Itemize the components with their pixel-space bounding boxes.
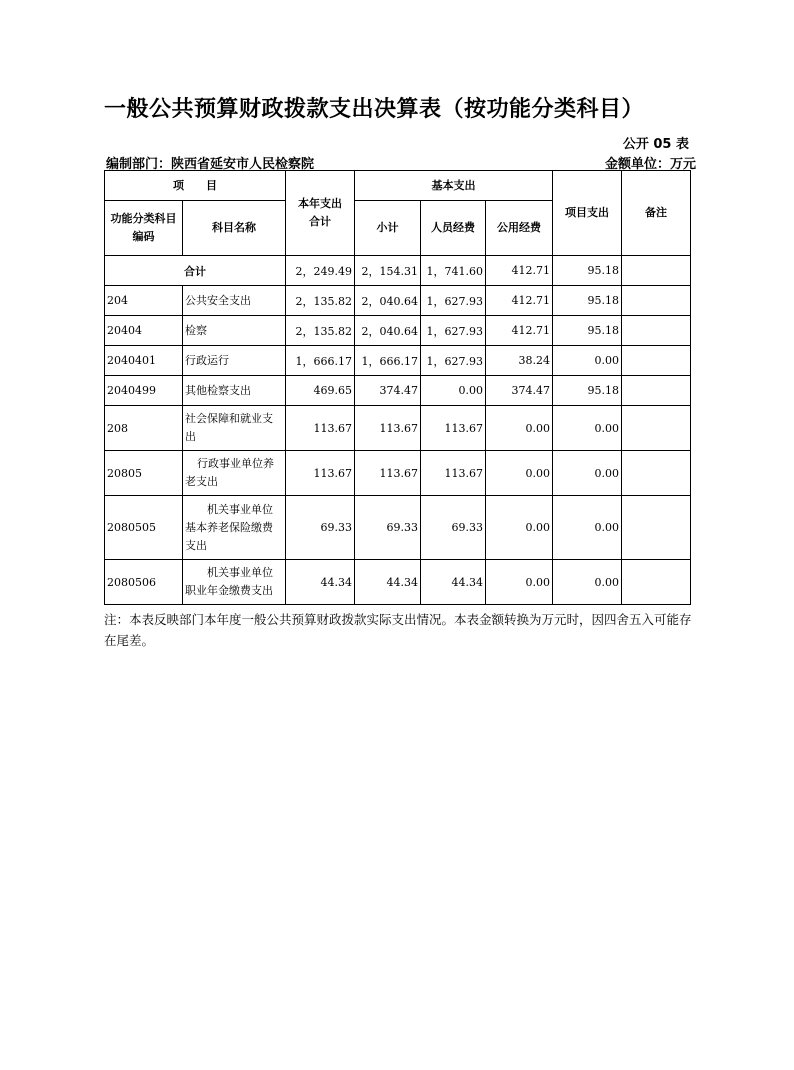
- row-remark: [622, 406, 691, 451]
- row-remark: [622, 560, 691, 605]
- header-public: 公用经费: [486, 201, 553, 256]
- table-row: [105, 346, 691, 376]
- row-public: 38.24: [486, 346, 553, 376]
- page-title: 一般公共预算财政拨款支出决算表（按功能分类科目）: [104, 97, 645, 122]
- row-year-total: 469.65: [286, 376, 355, 406]
- row-project: 0.00: [553, 560, 622, 605]
- row-year-total: 113.67: [286, 451, 355, 496]
- row-subtotal: 2，040.64: [355, 286, 421, 316]
- row-subtotal: 374.47: [355, 376, 421, 406]
- row-personnel: 44.34: [421, 560, 486, 605]
- row-remark: [622, 346, 691, 376]
- row-name: 机关事业单位职业年金缴费支出: [183, 560, 286, 605]
- row-personnel: 1，627.93: [421, 286, 486, 316]
- row-public: 0.00: [486, 406, 553, 451]
- row-code: 208: [105, 406, 183, 451]
- header-remark: 备注: [622, 171, 691, 256]
- row-name: 行政事业单位养老支出: [183, 451, 286, 496]
- total-subtotal: 2，154.31: [355, 256, 421, 286]
- table-row: [105, 451, 691, 496]
- row-project: 0.00: [553, 451, 622, 496]
- row-subtotal: 113.67: [355, 451, 421, 496]
- row-project: 95.18: [553, 286, 622, 316]
- row-name: 行政运行: [183, 346, 286, 376]
- table-row: [105, 406, 691, 451]
- table-row: [105, 286, 691, 316]
- total-project: 95.18: [553, 256, 622, 286]
- row-year-total: 113.67: [286, 406, 355, 451]
- unit-label: 金额单位：万元: [604, 157, 696, 172]
- total-remark: [622, 256, 691, 286]
- header-basic: 基本支出: [355, 171, 553, 201]
- row-remark: [622, 451, 691, 496]
- row-public: 0.00: [486, 560, 553, 605]
- row-subtotal: 44.34: [355, 560, 421, 605]
- total-label: 合计: [105, 256, 286, 286]
- row-remark: [622, 496, 691, 560]
- row-personnel: 1，627.93: [421, 346, 486, 376]
- total-personnel: 1，741.60: [421, 256, 486, 286]
- row-name: 公共安全支出: [183, 286, 286, 316]
- row-year-total: 69.33: [286, 496, 355, 560]
- row-year-total: 44.34: [286, 560, 355, 605]
- row-name: 社会保障和就业支出: [183, 406, 286, 451]
- row-project: 95.18: [553, 376, 622, 406]
- row-remark: [622, 376, 691, 406]
- table-row: [105, 376, 691, 406]
- row-personnel: 1，627.93: [421, 316, 486, 346]
- header-subject-name: 科目名称: [183, 201, 286, 256]
- row-code: 2040499: [105, 376, 183, 406]
- row-name: 机关事业单位基本养老保险缴费支出: [183, 496, 286, 560]
- expenditure-table: [104, 170, 691, 605]
- row-code: 204: [105, 286, 183, 316]
- row-personnel: 113.67: [421, 451, 486, 496]
- row-public: 0.00: [486, 496, 553, 560]
- row-name: 检察: [183, 316, 286, 346]
- header-func-code-text: 功能分类科目编码: [110, 212, 177, 243]
- row-year-total: 1，666.17: [286, 346, 355, 376]
- header-year-total: [286, 171, 355, 256]
- row-code: 20805: [105, 451, 183, 496]
- table-row: [105, 316, 691, 346]
- header-personnel: 人员经费: [421, 201, 486, 256]
- row-personnel: 0.00: [421, 376, 486, 406]
- row-public: 0.00: [486, 451, 553, 496]
- header-item: 项 目: [105, 171, 286, 201]
- row-personnel: 69.33: [421, 496, 486, 560]
- row-year-total: 2，135.82: [286, 286, 355, 316]
- table-row: [105, 560, 691, 605]
- row-project: 0.00: [553, 406, 622, 451]
- total-row: [105, 256, 691, 286]
- header-project: 项目支出: [553, 171, 622, 256]
- row-code: 2040401: [105, 346, 183, 376]
- row-name: 其他检察支出: [183, 376, 286, 406]
- row-project: 95.18: [553, 316, 622, 346]
- row-subtotal: 1，666.17: [355, 346, 421, 376]
- total-year-total: 2，249.49: [286, 256, 355, 286]
- header-subtotal: 小计: [355, 201, 421, 256]
- department-label: 编制部门：陕西省延安市人民检察院: [106, 157, 315, 172]
- row-code: 2080505: [105, 496, 183, 560]
- table-number: 公开 05 表: [622, 137, 689, 152]
- header-func-code: [105, 201, 183, 256]
- total-public: 412.71: [486, 256, 553, 286]
- row-subtotal: 69.33: [355, 496, 421, 560]
- row-public: 412.71: [486, 316, 553, 346]
- row-remark: [622, 286, 691, 316]
- header-year-total-text: 本年支出合计: [298, 197, 342, 228]
- row-personnel: 113.67: [421, 406, 486, 451]
- table-row: [105, 496, 691, 560]
- row-project: 0.00: [553, 496, 622, 560]
- row-public: 412.71: [486, 286, 553, 316]
- row-project: 0.00: [553, 346, 622, 376]
- row-subtotal: 113.67: [355, 406, 421, 451]
- row-code: 20404: [105, 316, 183, 346]
- footnote: 注：本表反映部门本年度一般公共预算财政拨款实际支出情况。本表金额转换为万元时，因四舍五入可能存在尾差。: [104, 612, 692, 648]
- row-year-total: 2，135.82: [286, 316, 355, 346]
- row-public: 374.47: [486, 376, 553, 406]
- row-subtotal: 2，040.64: [355, 316, 421, 346]
- row-code: 2080506: [105, 560, 183, 605]
- row-remark: [622, 316, 691, 346]
